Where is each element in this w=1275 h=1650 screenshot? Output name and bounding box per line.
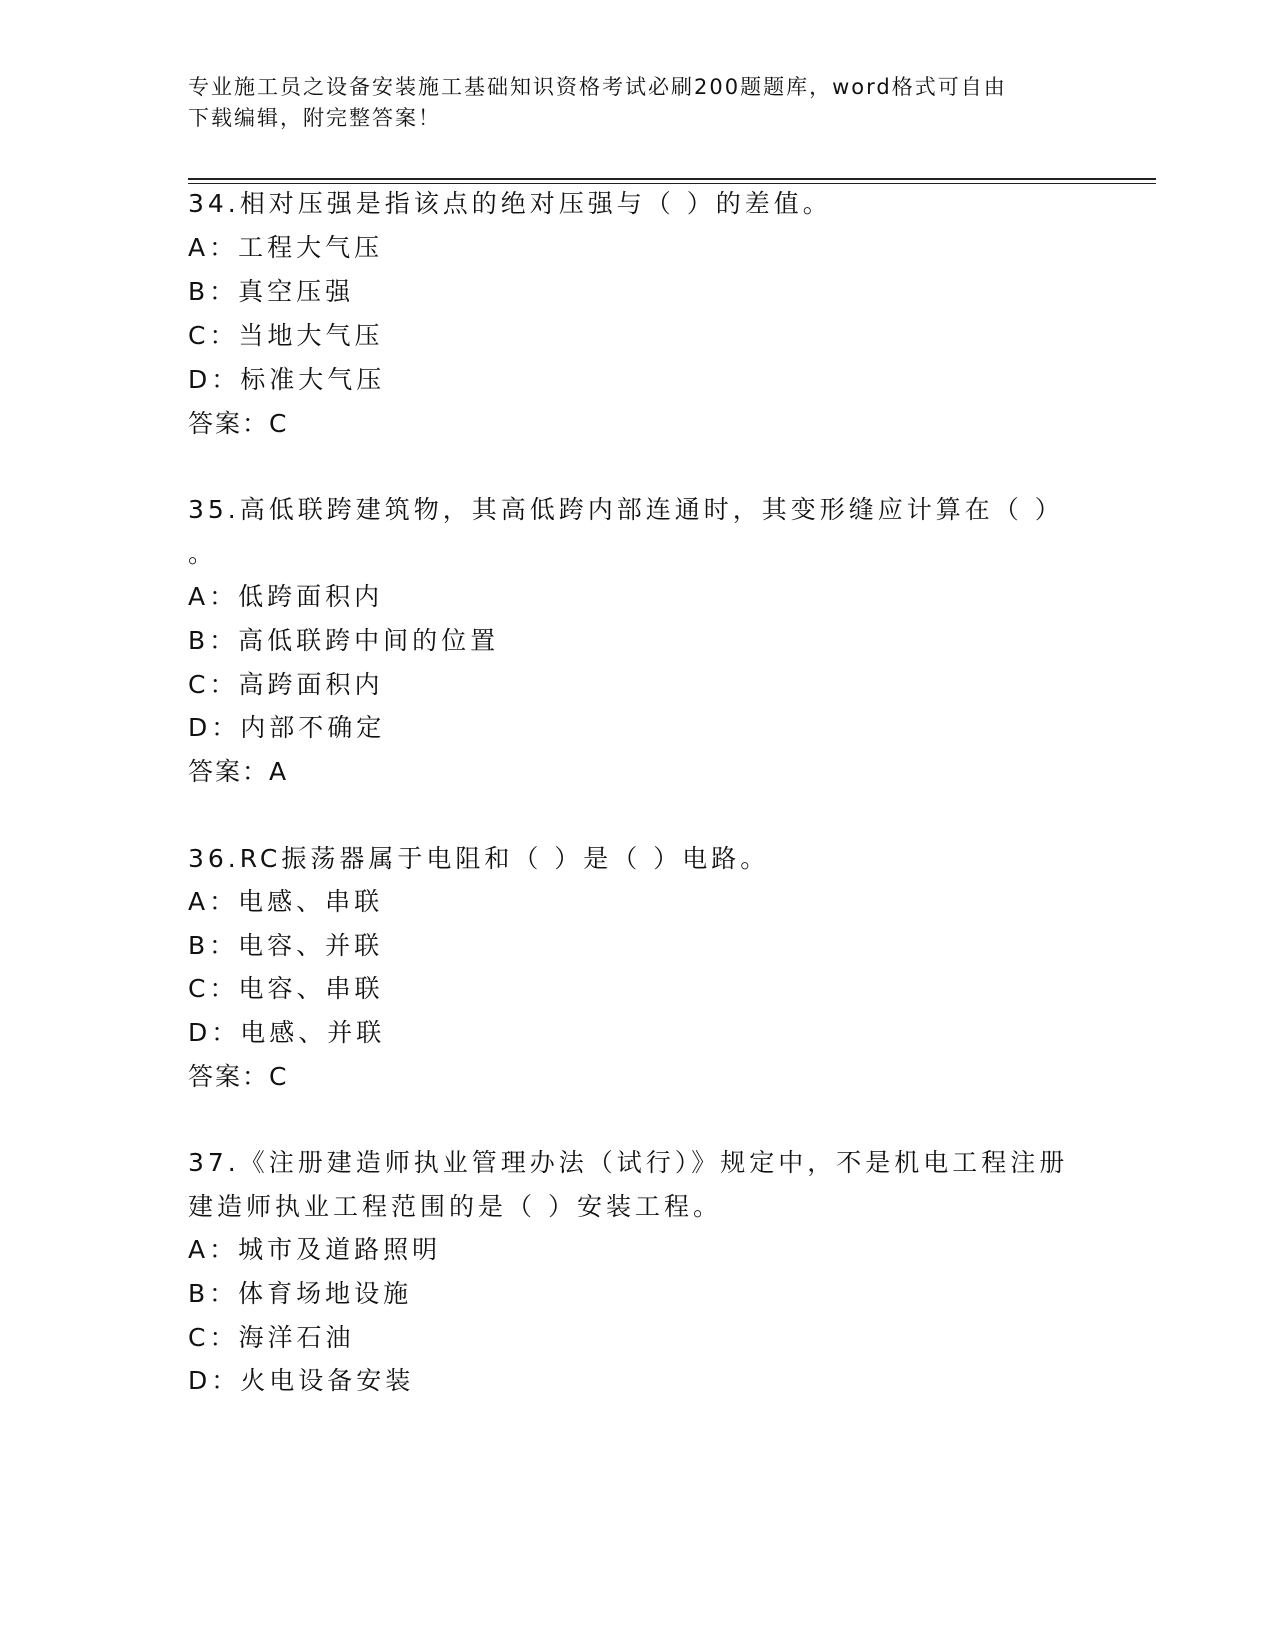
header-line-1: 专业施工员之设备安装施工基础知识资格考试必刷200题题库，word格式可自由 — [188, 75, 1007, 99]
question-34-option-a: A：工程大气压 — [188, 233, 384, 262]
header-divider-thick — [188, 178, 1156, 180]
question-37-stem-line-1: 37.《注册建造师执业管理办法（试行）》规定中，不是机电工程注册 — [188, 1148, 1069, 1177]
question-34-answer: 答案：C — [188, 409, 289, 438]
question-35-stem-line-1: 35.高低联跨建筑物，其高低跨内部连通时，其变形缝应计算在（ ） — [188, 495, 1064, 524]
question-35-option-a: A：低跨面积内 — [188, 582, 384, 611]
question-35-stem-line-2: 。 — [188, 539, 218, 568]
question-37-option-a: A：城市及道路照明 — [188, 1235, 442, 1264]
document-header — [188, 72, 1068, 134]
question-36-option-a: A：电感、串联 — [188, 887, 384, 916]
question-34-option-d: D：标准大气压 — [188, 365, 386, 394]
header-line-2: 下载编辑，附完整答案！ — [188, 106, 441, 130]
question-37-option-b: B：体育场地设施 — [188, 1279, 413, 1308]
question-37-stem-line-2: 建造师执业工程范围的是（ ）安装工程。 — [188, 1192, 722, 1221]
header-divider-thin — [188, 183, 1156, 184]
question-36-stem: 36.RC振荡器属于电阻和（ ）是（ ）电路。 — [188, 844, 770, 873]
question-35-option-d: D：内部不确定 — [188, 713, 386, 742]
question-36-option-d: D：电感、并联 — [188, 1018, 386, 1047]
question-35-option-c: C：高跨面积内 — [188, 670, 384, 699]
question-35-answer: 答案：A — [188, 757, 289, 786]
question-36-option-b: B：电容、并联 — [188, 931, 384, 960]
question-34-stem: 34.相对压强是指该点的绝对压强与（ ）的差值。 — [188, 189, 832, 218]
question-35-option-b: B：高低联跨中间的位置 — [188, 626, 500, 655]
question-37-option-c: C：海洋石油 — [188, 1323, 355, 1352]
question-36-option-c: C：电容、串联 — [188, 974, 384, 1003]
question-37-option-d: D：火电设备安装 — [188, 1366, 415, 1395]
question-34-option-c: C：当地大气压 — [188, 321, 384, 350]
question-34-option-b: B：真空压强 — [188, 277, 355, 306]
question-36-answer: 答案：C — [188, 1062, 289, 1091]
